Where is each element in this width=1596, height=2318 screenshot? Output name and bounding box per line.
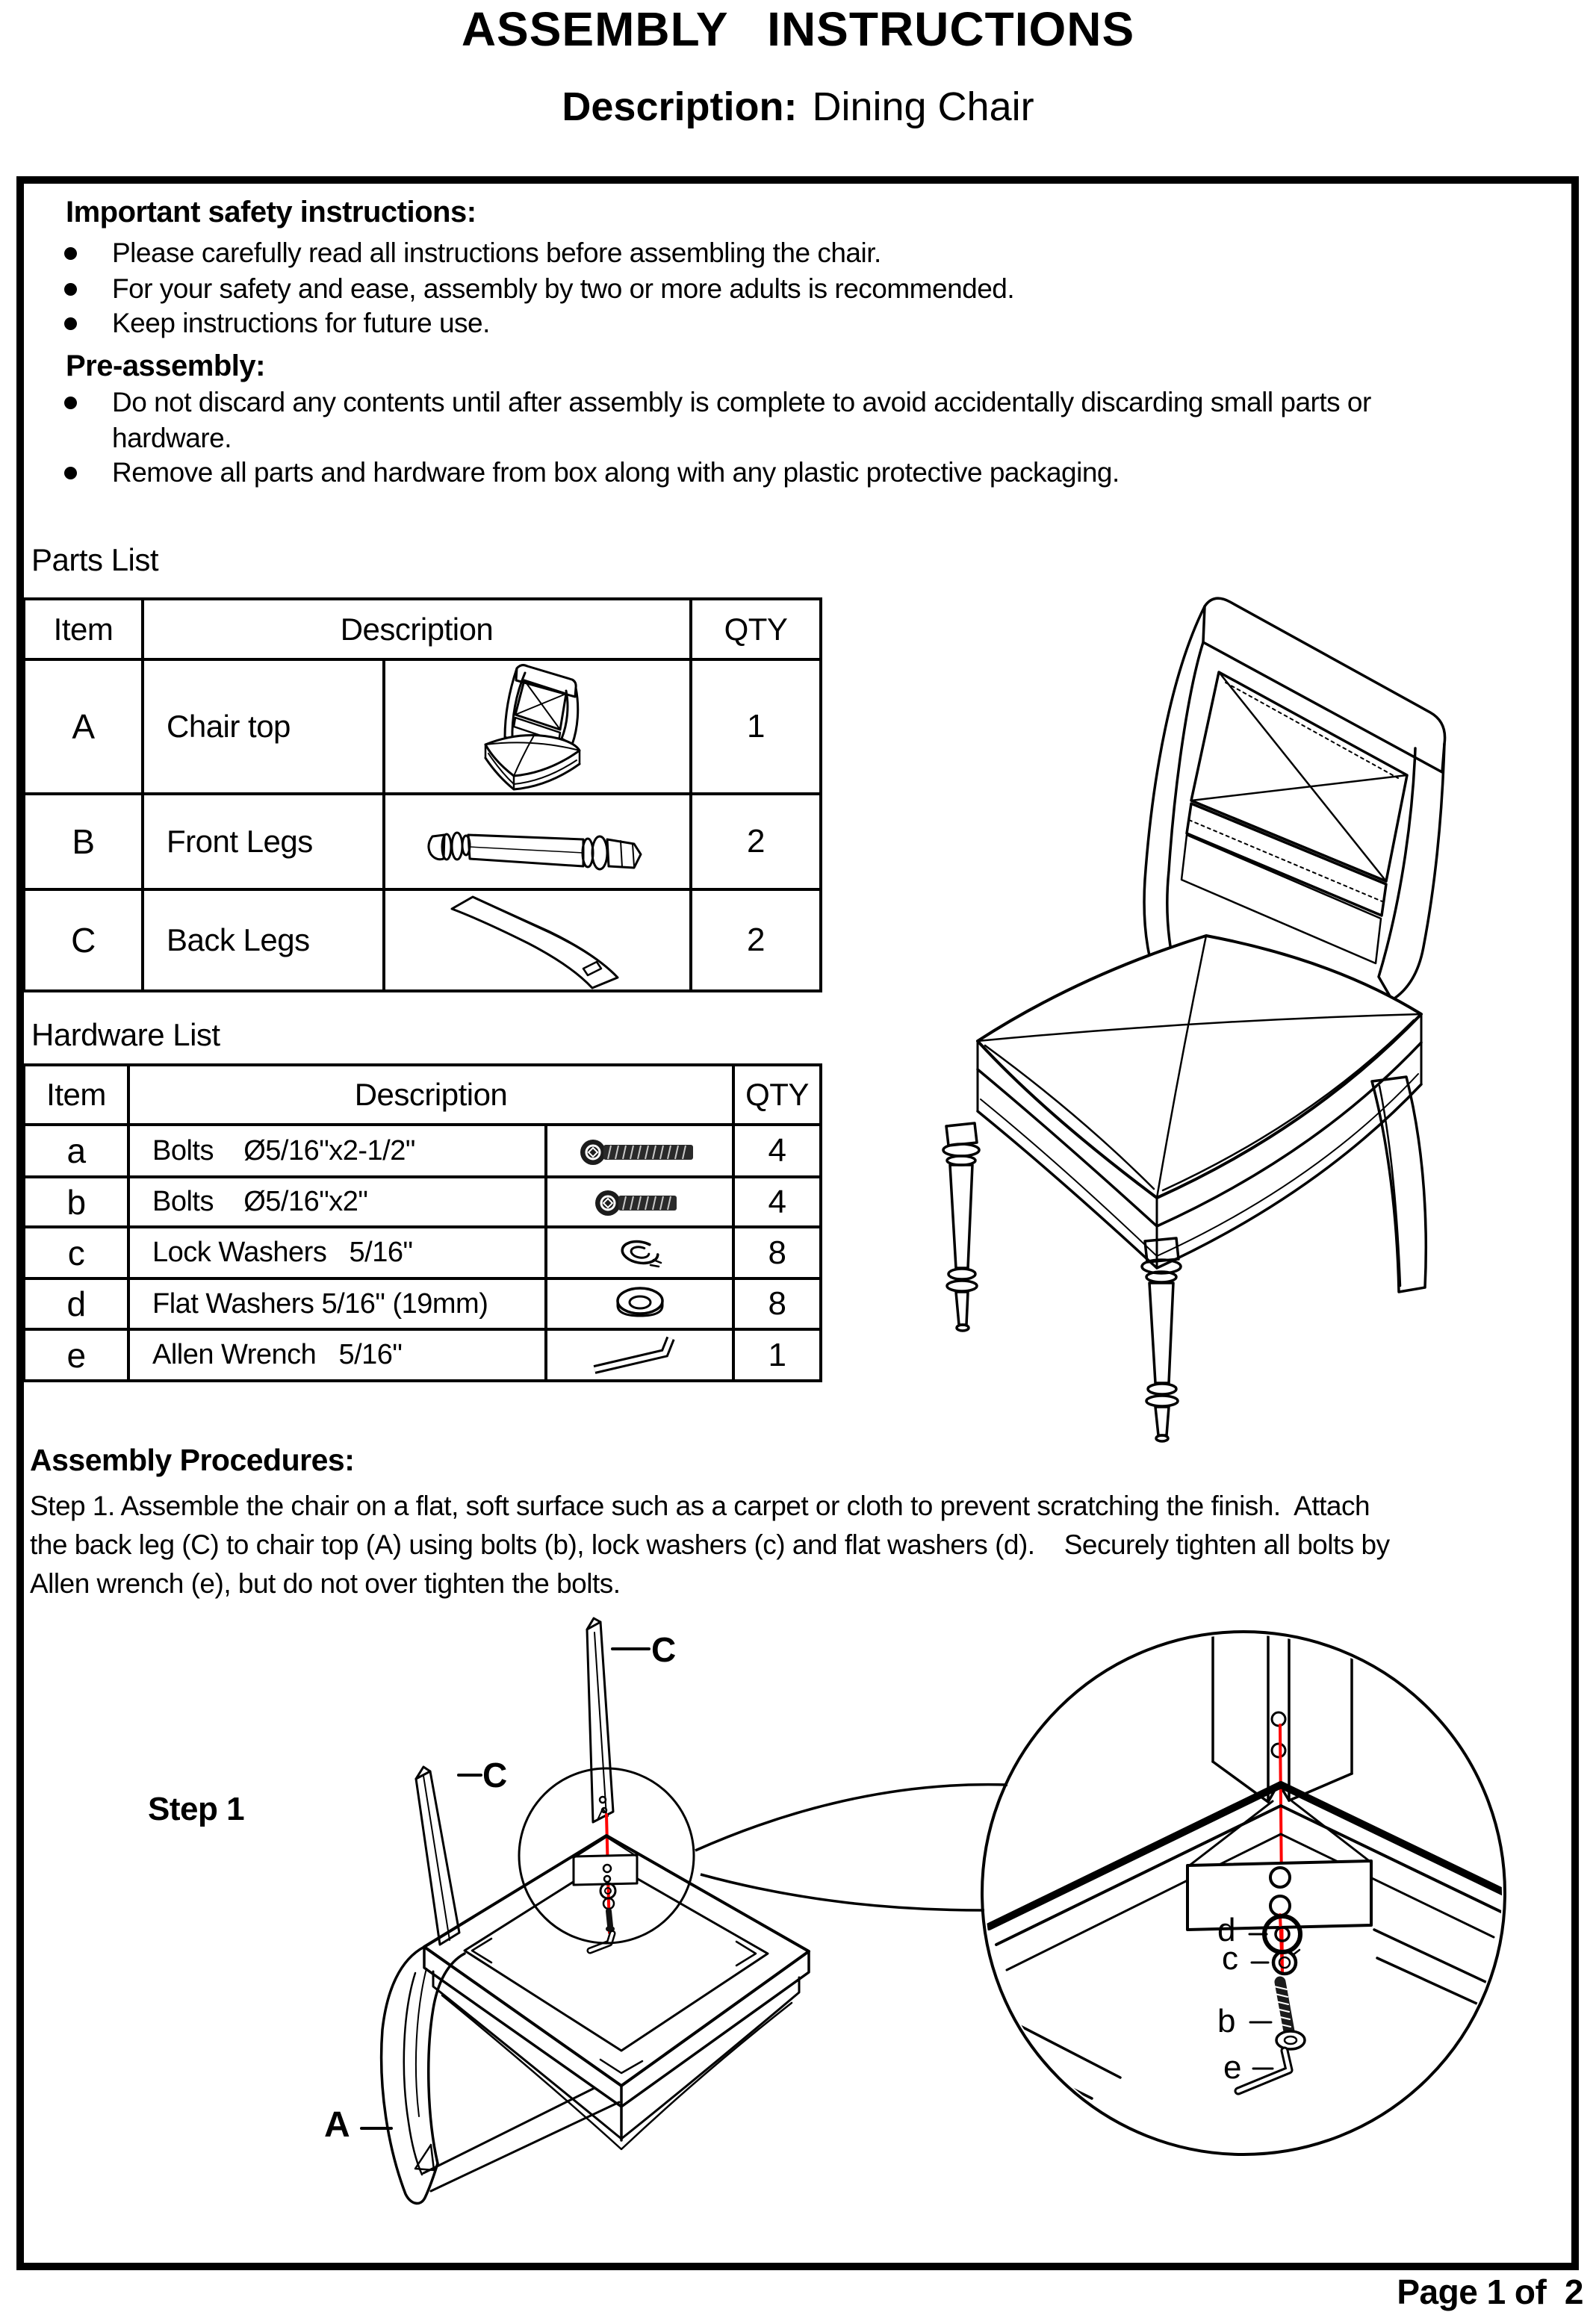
safety-bullet-3: Keep instructions for future use. — [112, 308, 490, 338]
safety-heading: Important safety instructions: — [66, 196, 476, 229]
part-qty: 2 — [691, 889, 821, 991]
part-qty: 1 — [691, 659, 821, 794]
pre-assembly-bullet-2: Remove all parts and hardware from box along with any plastic protective packaging. — [112, 457, 1120, 488]
part-description: Front Legs — [143, 794, 384, 889]
hardware-item-letter: b — [24, 1177, 128, 1227]
callout-label-d: d — [1217, 1912, 1235, 1948]
column-header-item: Item — [24, 599, 143, 659]
hardware-description: Lock Washers 5/16" — [128, 1227, 546, 1278]
hardware-qty: 4 — [733, 1177, 821, 1227]
parts-list-heading: Parts List — [31, 542, 159, 577]
part-description: Back Legs — [143, 889, 384, 991]
step1-label: Step 1 — [148, 1791, 245, 1827]
pre-assembly-bullet-1-line-2: hardware. — [112, 423, 232, 453]
part-item-letter: B — [24, 794, 143, 889]
callout-label-b: b — [1217, 2003, 1235, 2039]
part-description: Chair top — [143, 659, 384, 794]
hardware-qty: 8 — [733, 1227, 821, 1278]
step1-text-line-1: Step 1. Assemble the chair on a flat, soft surface such as a carpet or cloth to prevent scratching the finish. Attach — [30, 1491, 1370, 1521]
hardware-item-letter: a — [24, 1125, 128, 1177]
column-header-description: Description — [143, 599, 691, 659]
pre-assembly-heading: Pre-assembly: — [66, 349, 265, 382]
hardware-description: Allen Wrench 5/16" — [128, 1329, 546, 1381]
callout-label-c-top: C — [651, 1630, 676, 1669]
hardware-description: Bolts Ø5/16"x2" — [128, 1177, 546, 1227]
part-item-letter: C — [24, 889, 143, 991]
column-header-description: Description — [128, 1065, 733, 1125]
column-header-qty: QTY — [691, 599, 821, 659]
callout-label-e: e — [1223, 2049, 1241, 2086]
callout-label-c-hardware: c — [1222, 1940, 1238, 1977]
safety-bullet-2: For your safety and ease, assembly by two or more adults is recommended. — [112, 273, 1015, 304]
hardware-description: Bolts Ø5/16"x2-1/2" — [128, 1125, 546, 1177]
hardware-list-heading: Hardware List — [31, 1017, 220, 1052]
description-value: Dining Chair — [812, 84, 1034, 129]
hardware-description: Flat Washers 5/16" (19mm) — [128, 1278, 546, 1329]
part-item-letter: A — [24, 659, 143, 794]
hardware-qty: 4 — [733, 1125, 821, 1177]
callout-label-c-left: C — [482, 1756, 507, 1795]
assembly-procedures-heading: Assembly Procedures: — [30, 1443, 355, 1477]
callout-label-a: A — [324, 2105, 350, 2145]
hardware-qty: 1 — [733, 1329, 821, 1381]
hardware-item-letter: e — [24, 1329, 128, 1381]
safety-bullet-1: Please carefully read all instructions before assembling the chair. — [112, 237, 881, 268]
part-qty: 2 — [691, 794, 821, 889]
hardware-qty: 8 — [733, 1278, 821, 1329]
detail-circle-diagram — [971, 1613, 1524, 2181]
step1-text-line-2: the back leg (C) to chair top (A) using bolts (b), lock washers (c) and flat washers (d). Securely tighten all bolts by — [30, 1529, 1390, 1560]
step1-text-line-3: Allen wrench (e), but do not over tighten the bolts. — [30, 1568, 621, 1599]
hardware-item-letter: d — [24, 1278, 128, 1329]
page-title: ASSEMBLY INSTRUCTIONS — [461, 2, 1135, 56]
description-label: Description: — [562, 84, 798, 129]
hardware-item-letter: c — [24, 1227, 128, 1278]
column-header-item: Item — [24, 1065, 128, 1125]
pre-assembly-bullet-1-line-1: Do not discard any contents until after assembly is complete to avoid accidentally discarding small parts or — [112, 387, 1371, 417]
column-header-qty: QTY — [733, 1065, 821, 1125]
page-number: Page 1 of 2 — [1397, 2272, 1583, 2311]
